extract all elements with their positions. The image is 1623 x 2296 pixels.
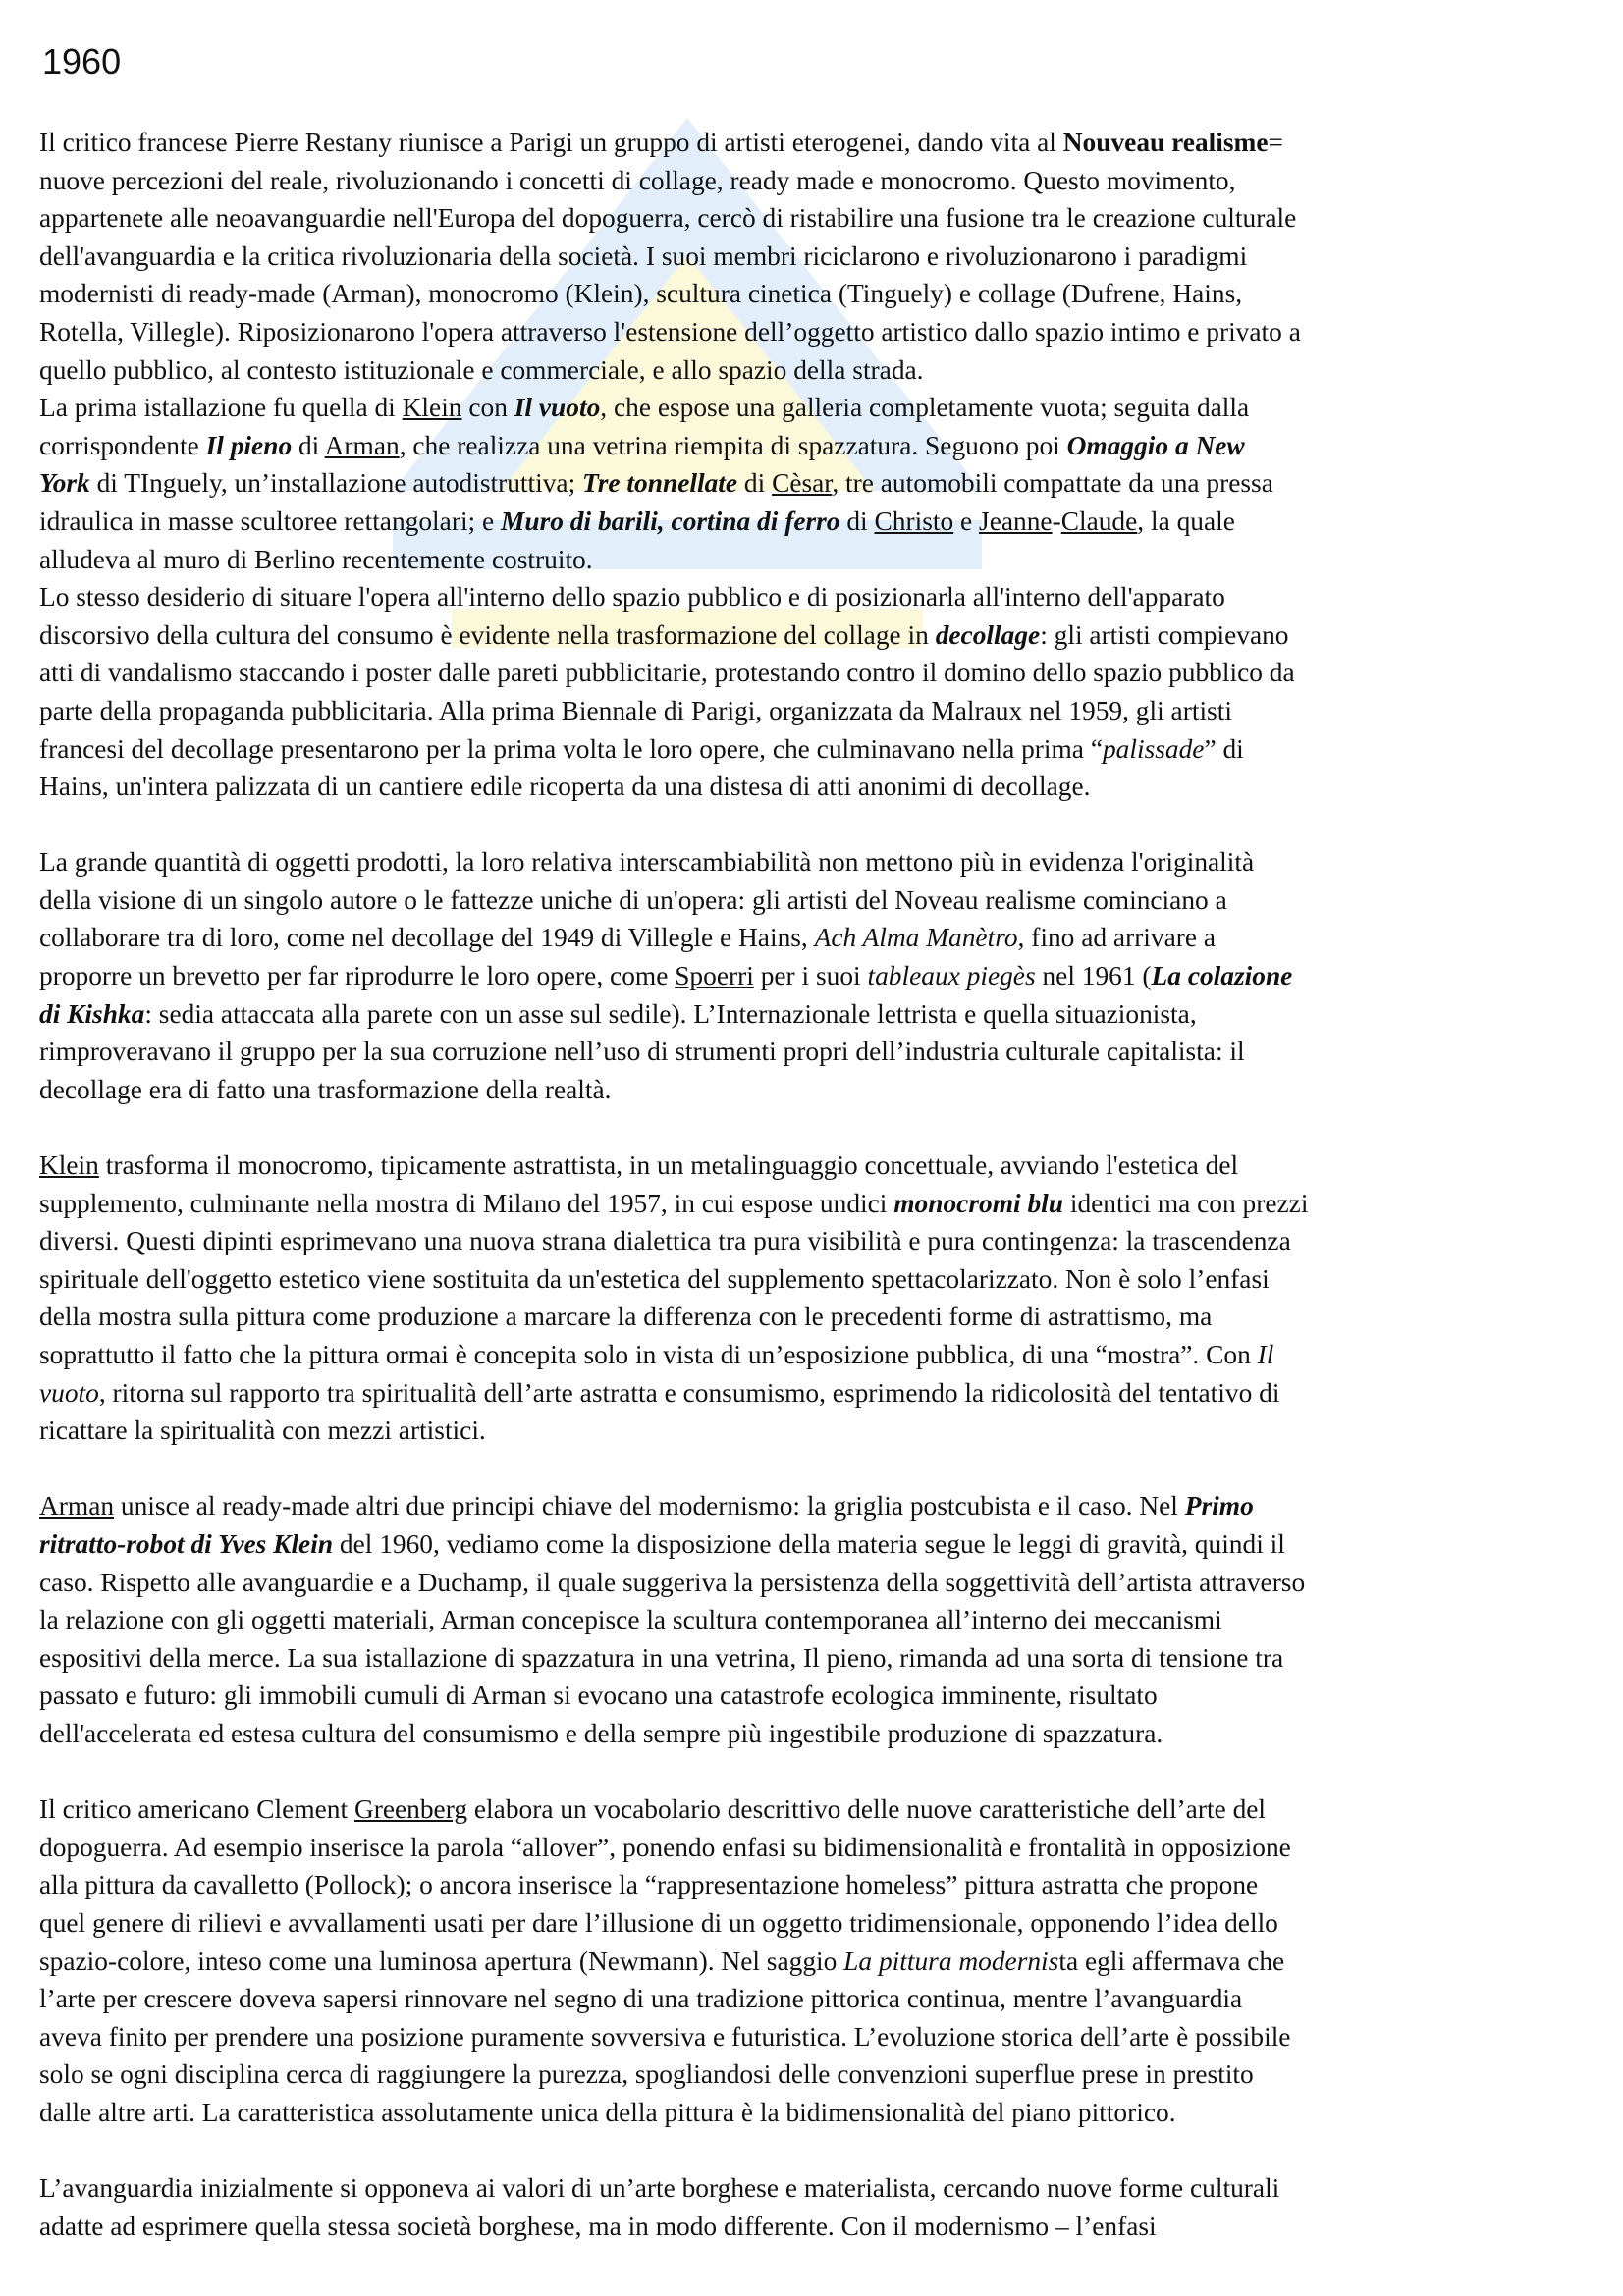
text-line (39, 692, 1596, 730)
text-run: La grande quantità di oggetti prodotti, la loro relativa interscambiabilità non mettono più in evidenza l'originalità (39, 847, 1255, 878)
text-line (39, 541, 1596, 579)
text-run: Hains, un'intera palizzata di un cantiere edile ricoperta da una distesa di atti anonimi di decollage. (39, 772, 1091, 802)
paragraph-p5 (39, 1790, 1596, 2131)
emphasized-text: Il (1257, 1340, 1274, 1369)
text-run: , che realizza una vetrina riempita di spazzatura. Seguono poi (399, 430, 1067, 460)
underlined-name: Greenberg (353, 1794, 468, 1825)
text-line (39, 843, 1596, 881)
text-run: supplemento, culminante nella mostra di Milano del 1957, in cui espose undici (39, 1188, 894, 1218)
text-line (39, 654, 1596, 692)
text-line (39, 616, 1596, 655)
text-run: , la quale (1137, 506, 1235, 536)
text-line (39, 1904, 1596, 1943)
text-line (39, 1487, 1596, 1525)
text-run: dalle altre arti. La caratteristica assolutamente unica della pittura è la bidimensionalità del piano pittorico. (39, 2097, 1176, 2127)
text-line (39, 881, 1596, 920)
text-line (39, 1033, 1596, 1071)
emphasized-text: vuoto (39, 1377, 99, 1408)
text-line (39, 1185, 1596, 1223)
text-run: francesi del decollage presentarono per la prima volta le loro opere, che culminavano nella prima “ (39, 733, 1103, 764)
text-run: , tre automobili compattate da una pressa (832, 468, 1273, 499)
emphasized-text: decollage (935, 619, 1041, 650)
paragraph-gap (39, 1450, 1596, 1488)
text-line (39, 1715, 1596, 1753)
text-run: aveva finito per prendere una posizione puramente sovversiva e futuristica. L’evoluzione storica dell’arte è possibile (39, 2021, 1291, 2052)
page-heading: 1960 (42, 41, 122, 81)
text-run: : sedia attaccata alla parete con un asse sul sedile). L’Internazionale lettrista e quella situazionista, (144, 998, 1197, 1029)
text-run: per i suoi (753, 961, 868, 991)
text-run: , ritorna sul rapporto tra spiritualità dell’arte astratta e consumismo, esprimendo la ridicolosità del tentativo di (98, 1377, 1280, 1408)
text-run: e (953, 506, 980, 536)
text-line (39, 2056, 1596, 2094)
document-body (39, 124, 1596, 2245)
text-run: alludeva al muro di Berlino recentemente costruito. (39, 544, 593, 574)
paragraph-gap (39, 2131, 1596, 2169)
text-line (39, 2018, 1596, 2056)
text-run: idraulica in masse scultoree rettangolari; e (39, 506, 502, 536)
emphasized-text: La pittura modernis (843, 1946, 1059, 1976)
emphasized-text: Nouveau realisme (1062, 128, 1269, 157)
text-line (39, 768, 1596, 806)
text-line (39, 124, 1596, 162)
text-run: spirituale dell'oggetto estetico viene sostituita da un'estetica del supplemento spettacolarizzato. Non è solo l’enfasi (39, 1263, 1270, 1294)
text-run: ” di (1204, 733, 1244, 764)
text-run: spazio-colore, inteso come una luminosa apertura (Newmann). Nel saggio (39, 1946, 844, 1976)
emphasized-text: palissade (1102, 733, 1205, 764)
emphasized-text: La colazione (1151, 961, 1293, 991)
emphasized-text: Omaggio a New (1066, 430, 1245, 460)
text-run: Lo stesso desiderio di situare l'opera all'interno dello spazio pubblico e di posizionarla all'interno dell'apparato (39, 582, 1225, 613)
underlined-name: Klein (39, 1150, 99, 1181)
text-run: parte della propaganda pubblicitaria. Alla prima Biennale di Parigi, organizzata da Malraux nel 1959, gli artisti (39, 695, 1232, 725)
underlined-name: Arman (39, 1491, 115, 1522)
text-run: caso. Rispetto alle avanguardie e a Duchamp, il quale suggeriva la persistenza della soggettività dell’artista attraverso (39, 1567, 1306, 1597)
text-run: soprattutto il fatto che la pittura ormai è concepita solo in vista di un’esposizione pubblica, di una “mostra”. Con (39, 1340, 1258, 1369)
text-run: Il critico americano Clement (39, 1794, 354, 1825)
text-run: , che espose una galleria completamente vuota; seguita dalla (600, 393, 1250, 423)
text-line (39, 995, 1596, 1034)
emphasized-text: Il pieno (205, 430, 293, 460)
text-line (39, 578, 1596, 616)
text-line (39, 199, 1596, 238)
text-line (39, 919, 1596, 957)
text-run: alla pittura da cavalletto (Pollock); o ancora inserisce la “rappresentazione homeless” pittura astratta che propone (39, 1870, 1259, 1900)
text-line (39, 427, 1596, 465)
text-run: proporre un brevetto per far riprodurre le loro opere, come (39, 961, 676, 991)
text-run: di (737, 468, 773, 499)
emphasized-text: tableaux piegès (867, 961, 1036, 991)
emphasized-text: Muro di barili, cortina di ferro (501, 506, 840, 536)
paragraph-p3 (39, 1147, 1596, 1450)
paragraph-gap (39, 1108, 1596, 1147)
text-line (39, 2169, 1596, 2208)
text-run: l’arte per crescere doveva sapersi rinnovare nel segno di una tradizione pittorica continua, mentre l’avanguardia (39, 1984, 1243, 2014)
text-line (39, 1071, 1596, 1109)
text-run: : gli artisti compievano (1040, 619, 1289, 650)
emphasized-text: monocromi blu (893, 1188, 1063, 1218)
text-line (39, 730, 1596, 769)
text-line (39, 1525, 1596, 1564)
text-line (39, 275, 1596, 313)
text-run: La prima istallazione fu quella di (39, 393, 403, 423)
text-line (39, 1829, 1596, 1867)
text-run: quel genere di rilievi e avvallamenti usati per dare l’illusione di un oggetto tridimensionale, opponendo l’idea dello (39, 1907, 1278, 1938)
text-run: rimproveravano il gruppo per la sua corruzione nell’uso di strumenti propri dell’industria culturale capitalista: il (39, 1037, 1245, 1067)
text-line (39, 162, 1596, 200)
text-run: , fino ad arrivare a (1017, 923, 1217, 953)
underlined-name: Klein (402, 393, 462, 423)
underlined-name: Cèsar (772, 468, 833, 499)
text-run: dell'accelerata ed estesa cultura del consumismo e della sempre più ingestibile produzione di spazzatura. (39, 1718, 1163, 1748)
underlined-name: Arman (324, 430, 400, 460)
emphasized-text: Primo (1184, 1491, 1254, 1522)
text-run: corrispondente (39, 430, 206, 460)
text-line (39, 2208, 1596, 2246)
emphasized-text: Il vuoto (514, 393, 601, 423)
text-line (39, 1298, 1596, 1336)
emphasized-text: York (39, 468, 90, 499)
text-line (39, 1943, 1596, 1981)
text-run: della visione di un singolo autore o le fattezze uniche di un'opera: gli artisti del Noveau realisme cominciano a (39, 884, 1227, 915)
text-run: modernisti di ready-made (Arman), monocromo (Klein), scultura cinetica (Tinguely) e collage (Dufrene, Hains, (39, 279, 1243, 309)
paragraph-p4 (39, 1487, 1596, 1752)
text-line (39, 503, 1596, 541)
text-line (39, 464, 1596, 503)
underlined-name: Jeanne (979, 506, 1053, 536)
text-line (39, 1222, 1596, 1260)
text-run: atti di vandalismo staccando i poster dalle pareti pubblicitarie, protestando contro il domino dello spazio pubblico da (39, 658, 1295, 688)
text-run: passato e futuro: gli immobili cumuli di Arman si evocano una catastrofe ecologica imminente, risultato (39, 1681, 1158, 1711)
text-run: quello pubblico, al contesto istituzionale e commerciale, e allo spazio della strada. (39, 354, 924, 385)
text-run: diversi. Questi dipinti esprimevano una nuova strana dialettica tra pura visibilità e pura contingenza: la trascendenza (39, 1226, 1291, 1256)
text-line (39, 1980, 1596, 2018)
text-run: = (1268, 128, 1283, 157)
text-run: con (461, 393, 514, 423)
text-run: - (1052, 506, 1061, 536)
paragraph-p2 (39, 843, 1596, 1108)
text-run: unisce al ready-made altri due principi chiave del modernismo: la griglia postcubista e il caso. Nel (114, 1491, 1185, 1522)
text-run: L’avanguardia inizialmente si opponeva ai valori di un’arte borghese e materialista, cercando nuove forme culturali (39, 2173, 1280, 2204)
paragraph-p6 (39, 2169, 1596, 2245)
text-run: del 1960, vediamo come la disposizione della materia segue le leggi di gravità, quindi il (333, 1528, 1285, 1559)
text-line (39, 351, 1596, 390)
text-line (39, 1260, 1596, 1299)
text-run: identici ma con prezzi (1063, 1188, 1309, 1218)
text-line (39, 1374, 1596, 1413)
underlined-name: Spoerri (675, 961, 754, 991)
emphasized-text: ritratto-robot di Yves Klein (39, 1528, 334, 1559)
text-line (39, 1601, 1596, 1639)
emphasized-text: Tre tonnellate (582, 468, 738, 499)
text-run: discorsivo della cultura del consumo è evidente nella trasformazione del collage in (39, 619, 936, 650)
text-line (39, 238, 1596, 276)
text-run: Il critico francese Pierre Restany riunisce a Parigi un gruppo di artisti eterogenei, dando vita al (39, 128, 1063, 157)
text-line (39, 1677, 1596, 1715)
text-run: solo se ogni disciplina cerca di raggiungere la purezza, spogliandosi delle convenzioni superflue prese in prestito (39, 2059, 1254, 2090)
text-line (39, 1866, 1596, 1904)
text-run: ta egli affermava che (1058, 1946, 1285, 1976)
paragraph-p1 (39, 124, 1596, 806)
text-line (39, 1564, 1596, 1602)
text-line (39, 2094, 1596, 2132)
text-run: decollage era di fatto una trasformazione della realtà. (39, 1074, 612, 1104)
text-run: ricattare la spiritualità con mezzi artistici. (39, 1415, 486, 1446)
text-run: della mostra sulla pittura come produzione a marcare la differenza con le precedenti forme di astrattismo, ma (39, 1302, 1213, 1332)
text-line (39, 1639, 1596, 1678)
text-line (39, 1336, 1596, 1374)
paragraph-gap (39, 1753, 1596, 1791)
text-line (39, 957, 1596, 995)
underlined-name: Christo (874, 506, 954, 536)
text-run: trasforma il monocromo, tipicamente astrattista, in un metalinguaggio concettuale, avviando l'estetica del (98, 1150, 1239, 1181)
text-run: di TInguely, un’installazione autodistruttiva; (89, 468, 583, 499)
text-line (39, 1412, 1596, 1450)
text-run: di (839, 506, 875, 536)
emphasized-text: Ach Alma Manètro (814, 923, 1018, 953)
text-run: Rotella, Villegle). Riposizionarono l'opera attraverso l'estensione dell’oggetto artistico dallo spazio intimo e privato a (39, 316, 1301, 347)
text-line (39, 389, 1596, 427)
text-run: dopoguerra. Ad esempio inserisce la parola “allover”, ponendo enfasi su bidimensionalità e frontalità in opposizione (39, 1832, 1291, 1862)
underlined-name: Claude (1060, 506, 1138, 536)
text-run: dell'avanguardia e la critica rivoluzionaria della società. I suoi membri riciclarono e rivoluzionarono i paradigmi (39, 240, 1248, 271)
text-run: collaborare tra di loro, come nel decollage del 1949 di Villegle e Hains, (39, 923, 815, 953)
text-run: appartenete alle neoavanguardie nell'Europa del dopoguerra, cercò di ristabilire una fusione tra le creazione culturale (39, 203, 1297, 234)
text-run: adatte ad esprimere quella stessa società borghese, ma in modo differente. Con il modernismo – l’enfasi (39, 2211, 1157, 2241)
emphasized-text: di Kishka (39, 998, 145, 1029)
text-line (39, 1790, 1596, 1829)
text-run: espositivi della merce. La sua istallazione di spazzatura in una vetrina, Il pieno, rimanda ad una sorta di tensione tra (39, 1642, 1284, 1673)
text-line (39, 1147, 1596, 1185)
paragraph-gap (39, 806, 1596, 844)
text-run: di (292, 430, 325, 460)
text-line (39, 313, 1596, 351)
text-run: elabora un vocabolario descrittivo delle nuove caratteristiche dell’arte del (467, 1794, 1267, 1825)
text-run: la relazione con gli oggetti materiali, Arman concepisce la scultura contemporanea all’interno dei meccanismi (39, 1605, 1222, 1635)
text-run: nel 1961 ( (1035, 961, 1152, 991)
text-run: nuove percezioni del reale, rivoluzionando i concetti di collage, ready made e monocromo. Questo movimento, (39, 165, 1236, 195)
